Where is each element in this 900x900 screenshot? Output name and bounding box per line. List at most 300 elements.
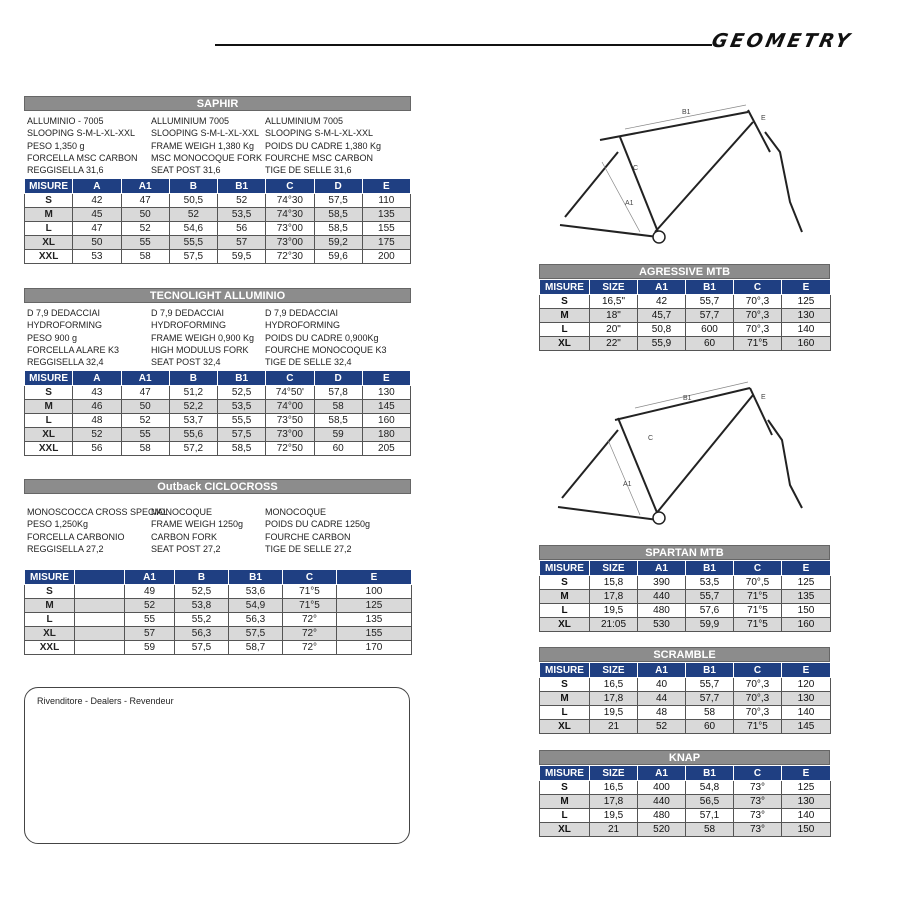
table-cell: 155	[362, 222, 410, 236]
table-cell: XL	[540, 337, 590, 351]
table-cell: M	[540, 795, 590, 809]
table-header-row	[540, 663, 831, 678]
spec-line: MONOCOQUE	[265, 507, 327, 517]
fork	[768, 420, 802, 508]
table-cell: 48	[638, 706, 686, 720]
table-cell: 54,9	[229, 599, 283, 613]
table-cell: L	[25, 414, 73, 428]
dealer-label: Rivenditore - Dealers - Revendeur	[37, 696, 174, 706]
down-tube	[655, 122, 753, 232]
table-cell: XL	[540, 720, 590, 734]
table-cell: 74°30	[266, 208, 314, 222]
table-row	[25, 194, 411, 208]
table-cell: S	[540, 781, 590, 795]
table-cell: 16,5	[590, 781, 638, 795]
specs-col	[151, 506, 265, 555]
spec-line: CARBON FORK	[151, 531, 218, 542]
table-row	[25, 236, 411, 250]
table-cell: M	[25, 599, 75, 613]
table-cell: 73°	[734, 781, 782, 795]
table-cell: 55	[121, 236, 169, 250]
spec-line: SEAT POST 27,2	[151, 543, 221, 554]
table-row	[25, 599, 412, 613]
spec-line: MSC MONOCOQUE FORK	[151, 152, 263, 163]
table-cell: 110	[362, 194, 410, 208]
table-cell: 53	[73, 250, 121, 264]
table-cell: 59	[125, 641, 175, 655]
table-cell: 55,5	[169, 236, 217, 250]
frame-label-e: E	[761, 394, 766, 401]
spec-line: D 7,9 DEDACCIAI	[265, 308, 339, 318]
spec-line: FORCELLA ALARE K3	[27, 344, 120, 355]
table-cell: S	[25, 386, 73, 400]
table-row	[25, 641, 412, 655]
table-row	[25, 585, 412, 599]
table-cell: 53,5	[218, 400, 266, 414]
table-cell: 53,6	[229, 585, 283, 599]
section-title: AGRESSIVE MTB	[539, 264, 830, 279]
table-row	[25, 400, 411, 414]
spec-line: HYDROFORMING	[151, 320, 226, 331]
table-cell: 17,8	[590, 590, 638, 604]
dealer-box	[24, 687, 410, 844]
section-title: SAPHIR	[24, 96, 411, 111]
table-cell: 72°	[283, 613, 337, 627]
table-cell: 72°50	[266, 442, 314, 456]
specs-col	[151, 115, 265, 176]
table-header-row	[540, 561, 831, 576]
table-cell: M	[25, 208, 73, 222]
table-cell: 18"	[590, 309, 638, 323]
table-cell: 43	[73, 386, 121, 400]
column-header: B	[169, 179, 217, 194]
table-cell: 125	[337, 599, 412, 613]
table-cell: 155	[337, 627, 412, 641]
table-cell: 19,5	[590, 604, 638, 618]
outback-panel	[24, 479, 411, 655]
column-header: A1	[121, 371, 169, 386]
table-cell: 57,5	[314, 194, 362, 208]
table-row	[540, 576, 831, 590]
table-cell: 140	[782, 706, 831, 720]
spec-line: MONOSCOCCA CROSS SPECIAL	[27, 507, 169, 517]
table-row	[540, 604, 831, 618]
table-cell: 47	[121, 386, 169, 400]
table-cell: 53,5	[686, 576, 734, 590]
table-row	[540, 781, 831, 795]
table-cell: 125	[782, 781, 831, 795]
table-cell: 16,5"	[590, 295, 638, 309]
table-cell: 55,6	[169, 428, 217, 442]
table-row	[540, 678, 831, 692]
table-cell: 60	[686, 337, 734, 351]
table-cell: 52	[169, 208, 217, 222]
table-cell: XL	[25, 236, 73, 250]
specs-col	[265, 307, 387, 368]
chain-stay	[560, 225, 658, 237]
table-cell: 51,2	[169, 386, 217, 400]
spec-line: TIGE DE SELLE 27,2	[265, 543, 352, 554]
table-cell: 52	[125, 599, 175, 613]
table-cell	[75, 627, 125, 641]
table-cell: L	[540, 809, 590, 823]
spec-line: SEAT POST 31,6	[151, 165, 221, 176]
table-cell: 145	[362, 400, 410, 414]
table-cell: 135	[782, 590, 831, 604]
column-header: B	[175, 570, 229, 585]
column-header: E	[362, 371, 410, 386]
table-cell: S	[25, 585, 75, 599]
column-header: MISURE	[540, 561, 590, 576]
column-header: E	[337, 570, 412, 585]
table-cell: 53,5	[218, 208, 266, 222]
table-row	[25, 414, 411, 428]
table-cell: L	[540, 604, 590, 618]
table-cell: 205	[362, 442, 410, 456]
table-cell: 440	[638, 590, 686, 604]
table-cell: 390	[638, 576, 686, 590]
column-header: A1	[638, 663, 686, 678]
table-cell: S	[540, 678, 590, 692]
header-rule	[215, 44, 712, 46]
table-cell: 440	[638, 795, 686, 809]
fork	[765, 132, 802, 232]
table-cell: 57,7	[686, 692, 734, 706]
column-header: B1	[686, 766, 734, 781]
table-row	[540, 590, 831, 604]
table-cell: 50,8	[638, 323, 686, 337]
table-cell: 57,5	[229, 627, 283, 641]
table-cell: 58,5	[314, 208, 362, 222]
spartan-panel	[539, 545, 830, 632]
scramble-panel	[539, 647, 830, 734]
table-cell: 57,2	[169, 442, 217, 456]
table-cell: XL	[540, 823, 590, 837]
column-header: C	[734, 663, 782, 678]
table-cell: 74°00	[266, 400, 314, 414]
spec-line: PESO 900 g	[27, 332, 78, 343]
table-cell: 50,5	[169, 194, 217, 208]
table-cell: 71°5	[734, 720, 782, 734]
table-cell: 60	[686, 720, 734, 734]
column-header: SIZE	[590, 766, 638, 781]
table-cell: 52	[121, 222, 169, 236]
specs	[24, 494, 411, 557]
table-cell: 135	[337, 613, 412, 627]
table-cell: 54,8	[686, 781, 734, 795]
bottom-bracket-icon	[653, 231, 665, 243]
table-cell: 46	[73, 400, 121, 414]
table-cell: 17,8	[590, 795, 638, 809]
table-cell: 17,8	[590, 692, 638, 706]
table-cell: 53,7	[169, 414, 217, 428]
spec-line: ALLUMINIO - 7005	[27, 116, 104, 126]
specs-col	[27, 307, 151, 368]
frame-label-c: C	[648, 435, 654, 442]
table-cell: 58,5	[314, 222, 362, 236]
table-cell: 56	[218, 222, 266, 236]
table-cell: 73°00	[266, 428, 314, 442]
table-row	[25, 250, 411, 264]
spec-line: FOURCHE MONOCOQUE K3	[265, 344, 387, 355]
table-row	[540, 720, 831, 734]
table-cell: 55,5	[218, 414, 266, 428]
column-header: E	[782, 280, 831, 295]
frame-label-b1: B1	[682, 109, 691, 116]
table-cell: 20"	[590, 323, 638, 337]
spec-line: HIGH MODULUS FORK	[151, 344, 249, 355]
table-cell: 170	[337, 641, 412, 655]
geometry-table	[24, 370, 411, 456]
spec-line: FORCELLA MSC CARBON	[27, 152, 138, 163]
column-header: A1	[638, 561, 686, 576]
top-tube	[600, 112, 748, 140]
table-row	[25, 386, 411, 400]
table-cell: 42	[73, 194, 121, 208]
seat-tube	[618, 418, 658, 515]
table-cell: 59,2	[314, 236, 362, 250]
table-cell: 400	[638, 781, 686, 795]
table-cell: 56,5	[686, 795, 734, 809]
table-row	[540, 337, 831, 351]
column-header: D	[314, 371, 362, 386]
column-header: A1	[638, 766, 686, 781]
column-header: C	[283, 570, 337, 585]
column-header: SIZE	[590, 663, 638, 678]
spec-line: POIDS DU CADRE 0,900Kg	[265, 332, 379, 343]
column-header: MISURE	[540, 280, 590, 295]
table-cell: 73°	[734, 823, 782, 837]
table-cell: M	[540, 590, 590, 604]
table-row	[25, 208, 411, 222]
table-cell: 55,7	[686, 590, 734, 604]
table-cell: 71°5	[283, 599, 337, 613]
column-header: C	[734, 561, 782, 576]
table-cell: 100	[337, 585, 412, 599]
table-cell: 130	[782, 795, 831, 809]
spec-line: SLOOPING S-M-L-XL-XXL	[27, 128, 136, 139]
table-cell: S	[25, 194, 73, 208]
table-cell: 45,7	[638, 309, 686, 323]
table-cell: 58	[314, 400, 362, 414]
table-cell: 71°5	[734, 604, 782, 618]
table-cell: XXL	[25, 442, 73, 456]
table-cell: M	[540, 692, 590, 706]
spec-line: HYDROFORMING	[27, 320, 102, 331]
top-tube	[615, 388, 750, 420]
table-cell: 57,6	[686, 604, 734, 618]
table-cell: 50	[73, 236, 121, 250]
table-cell: 200	[362, 250, 410, 264]
table-cell: 57,7	[686, 309, 734, 323]
table-cell: 56,3	[229, 613, 283, 627]
table-cell: 160	[782, 618, 831, 632]
table-cell: 130	[782, 692, 831, 706]
table-cell: 21	[590, 720, 638, 734]
specs-col	[27, 506, 169, 555]
table-row	[25, 627, 412, 641]
spec-line: SEAT POST 32,4	[151, 357, 221, 368]
table-cell: 19,5	[590, 809, 638, 823]
geometry-table	[539, 662, 831, 734]
table-cell: 57,1	[686, 809, 734, 823]
table-cell: 58	[121, 442, 169, 456]
column-header: MISURE	[540, 663, 590, 678]
table-row	[540, 823, 831, 837]
table-cell: 42	[638, 295, 686, 309]
table-cell: M	[540, 309, 590, 323]
table-row	[540, 795, 831, 809]
table-cell: 130	[362, 386, 410, 400]
table-cell: 73°	[734, 795, 782, 809]
geometry-table	[24, 178, 411, 264]
specs	[24, 111, 411, 178]
table-cell: 21	[590, 823, 638, 837]
table-cell: 125	[782, 295, 831, 309]
spec-line: FOURCHE MSC CARBON	[265, 152, 374, 163]
table-cell: 59,9	[686, 618, 734, 632]
table-cell: 130	[782, 309, 831, 323]
table-cell: 22"	[590, 337, 638, 351]
table-cell: 16,5	[590, 678, 638, 692]
column-header: MISURE	[25, 371, 73, 386]
table-cell: 49	[125, 585, 175, 599]
table-cell: 52	[121, 414, 169, 428]
page-title: GEOMETRY	[709, 30, 855, 52]
column-header: MISURE	[25, 179, 73, 194]
table-cell: 58	[686, 823, 734, 837]
table-cell: 73°	[734, 809, 782, 823]
table-cell: 135	[362, 208, 410, 222]
table-cell: 70°,3	[734, 692, 782, 706]
table-cell: 71°5	[283, 585, 337, 599]
table-cell: 56	[73, 442, 121, 456]
spec-line: REGGISELLA 27,2	[27, 543, 104, 554]
frame-diagram-mtb	[540, 92, 830, 252]
column-header: E	[782, 561, 831, 576]
specs	[24, 303, 411, 370]
spec-line: POIDS DU CADRE 1250g	[265, 519, 371, 530]
table-header-row	[25, 371, 411, 386]
table-cell: 50	[121, 208, 169, 222]
table-cell	[75, 613, 125, 627]
frame-label-b1: B1	[683, 395, 692, 402]
column-header: E	[782, 766, 831, 781]
table-cell: 74°50'	[266, 386, 314, 400]
table-cell: 71°5	[734, 618, 782, 632]
table-cell: 44	[638, 692, 686, 706]
frame-diagram-road	[540, 380, 830, 530]
section-title: TECNOLIGHT ALLUMINIO	[24, 288, 411, 303]
table-cell: 55,7	[686, 295, 734, 309]
table-cell: 52,5	[175, 585, 229, 599]
table-cell: 57,5	[218, 428, 266, 442]
frame-label-a1: A1	[625, 200, 634, 207]
column-header: C	[734, 280, 782, 295]
table-cell: 47	[121, 194, 169, 208]
table-cell: M	[25, 400, 73, 414]
bottom-bracket-icon	[653, 512, 665, 524]
table-row	[540, 309, 831, 323]
spec-line: REGGISELLA 32,4	[27, 357, 104, 368]
table-cell: 54,6	[169, 222, 217, 236]
down-tube	[655, 395, 753, 515]
table-cell: 58,7	[229, 641, 283, 655]
spec-line: SLOOPING S-M-L-XL-XXL	[151, 128, 260, 139]
table-cell: 50	[121, 400, 169, 414]
spec-line: FRAME WEIGH 1250g	[151, 519, 244, 530]
table-row	[540, 618, 831, 632]
table-header-row	[540, 766, 831, 781]
table-cell: 55	[121, 428, 169, 442]
table-row	[25, 613, 412, 627]
table-cell: 140	[782, 323, 831, 337]
table-cell: XXL	[25, 641, 75, 655]
table-cell: 175	[362, 236, 410, 250]
table-cell: 52	[638, 720, 686, 734]
table-cell: 21:05	[590, 618, 638, 632]
spec-line: TIGE DE SELLE 31,6	[265, 165, 352, 176]
table-cell: 40	[638, 678, 686, 692]
table-cell: 59,5	[218, 250, 266, 264]
table-cell: 145	[782, 720, 831, 734]
table-header-row	[540, 280, 831, 295]
table-cell: 71°5	[734, 337, 782, 351]
table-cell: L	[540, 323, 590, 337]
specs-col	[27, 115, 151, 176]
table-cell: 55,2	[175, 613, 229, 627]
column-header: SIZE	[590, 561, 638, 576]
spec-line: HYDROFORMING	[265, 320, 340, 331]
chain-stay	[558, 507, 658, 520]
column-header: MISURE	[25, 570, 75, 585]
head-tube	[748, 110, 770, 152]
table-cell	[75, 585, 125, 599]
column-header: C	[266, 371, 314, 386]
table-cell: 53,8	[175, 599, 229, 613]
table-cell: XL	[540, 618, 590, 632]
knap-panel	[539, 750, 830, 837]
table-cell: 72°	[283, 641, 337, 655]
table-row	[25, 442, 411, 456]
table-cell: S	[540, 576, 590, 590]
table-cell: 120	[782, 678, 831, 692]
seat-tube	[620, 137, 658, 232]
table-row	[25, 222, 411, 236]
table-cell: 15,8	[590, 576, 638, 590]
column-header: A1	[125, 570, 175, 585]
table-cell: 58,5	[218, 442, 266, 456]
table-row	[540, 706, 831, 720]
table-cell	[75, 641, 125, 655]
column-header: E	[362, 179, 410, 194]
table-header-row	[25, 179, 411, 194]
table-cell: 56,3	[175, 627, 229, 641]
table-cell: 45	[73, 208, 121, 222]
spec-line: ALLUMINIUM 7005	[151, 116, 230, 126]
table-cell: 57,8	[314, 386, 362, 400]
table-cell: 480	[638, 604, 686, 618]
spec-line: FRAME WEIGH 1,380 Kg	[151, 140, 255, 151]
column-header: B1	[686, 280, 734, 295]
spec-line: POIDS DU CADRE 1,380 Kg	[265, 140, 382, 151]
table-cell: L	[540, 706, 590, 720]
table-cell: 55,9	[638, 337, 686, 351]
geometry-table	[539, 279, 831, 351]
column-header: B	[169, 371, 217, 386]
column-header: A1	[121, 179, 169, 194]
saphir-panel	[24, 96, 411, 264]
